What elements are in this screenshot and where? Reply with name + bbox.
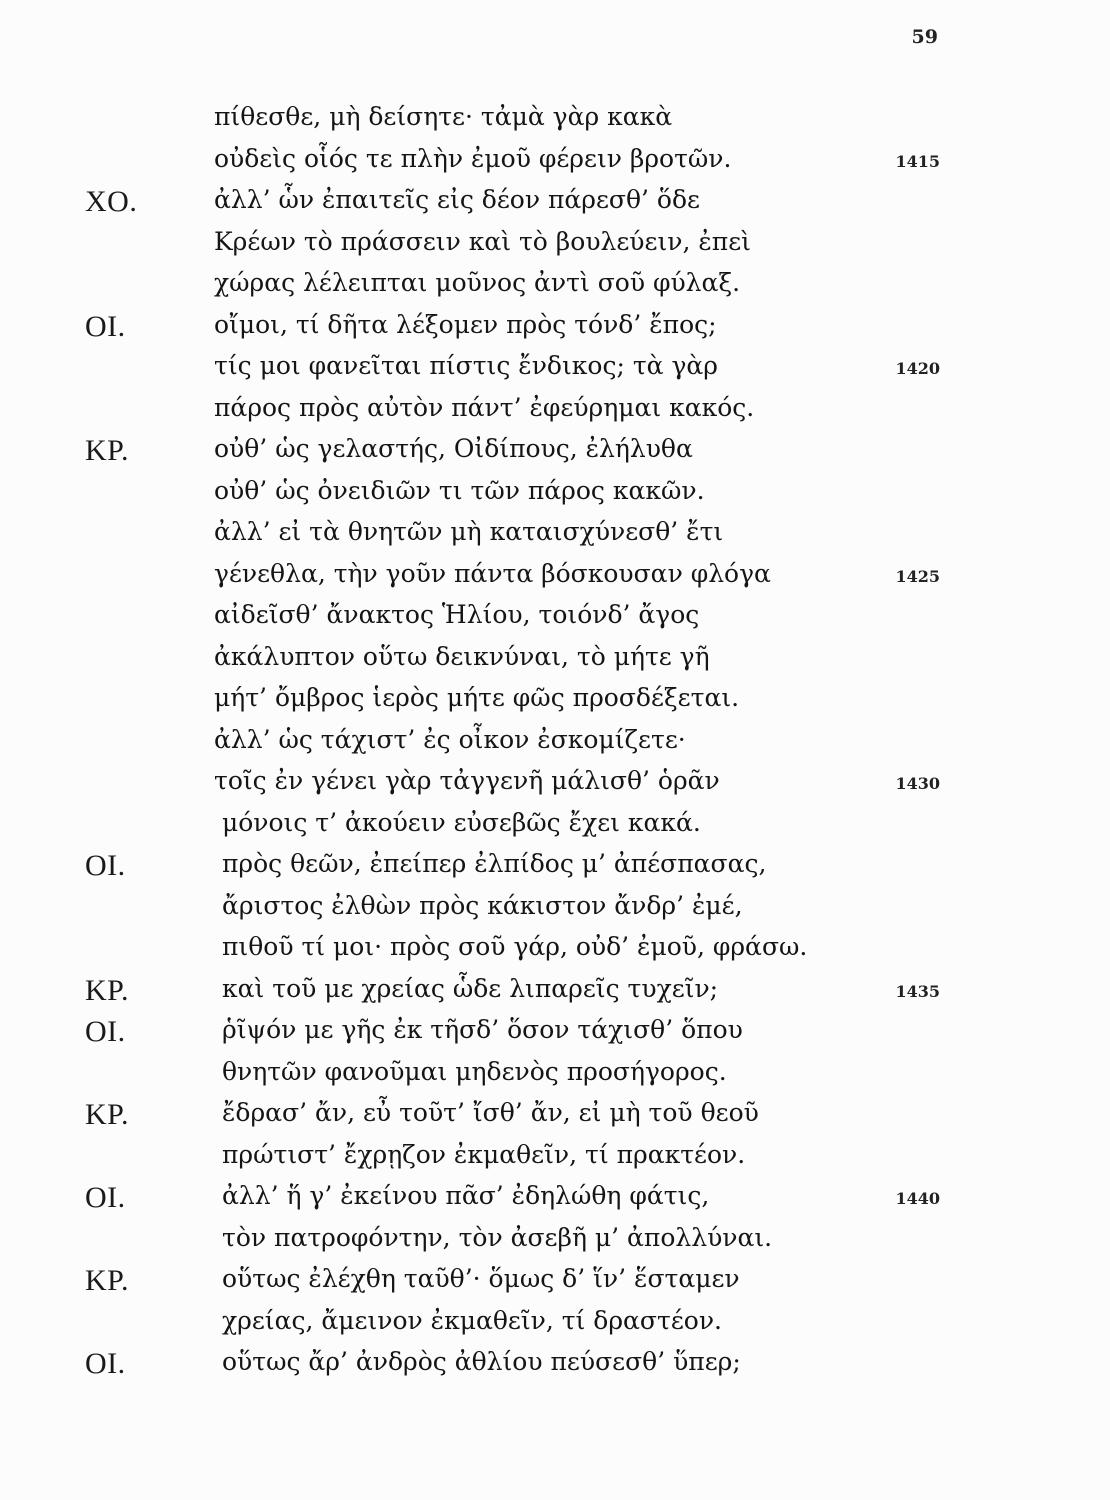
verse-text: πιθοῦ τί μοι· πρὸς σοῦ γάρ, οὐδ’ ἐμοῦ, φράσω.: [222, 932, 808, 961]
line-number: 1430: [895, 774, 940, 793]
speaker-label: ΟΙ.: [85, 1015, 126, 1048]
verse-text: μόνοις τ’ ἀκούειν εὐσεβῶς ἔχει κακά.: [222, 807, 701, 837]
verse-line: [0, 1304, 1110, 1346]
verse-line: [0, 972, 1110, 1014]
verse-line: [0, 723, 1110, 765]
verse-line: [0, 847, 1110, 889]
speaker-label: ΟΙ.: [85, 309, 126, 343]
verse-text: ἀλλ’ εἰ τὰ θνητῶν μὴ καταισχύνεσθ’ ἔτι: [214, 517, 724, 546]
verse-line: [0, 515, 1110, 557]
speaker-label: ΟΙ.: [85, 1347, 126, 1380]
speaker-label: ΚΡ.: [85, 1264, 130, 1297]
verse-text: οὐθ’ ὡς ὀνειδιῶν τι τῶν πάρος κακῶν.: [214, 475, 705, 505]
line-number: 1415: [895, 151, 940, 171]
verse-text: ἀλλ’ ἥ γ’ ἐκείνου πᾶσ’ ἐδηλώθη φάτις,: [222, 1181, 710, 1210]
verse-line: [0, 1013, 1110, 1055]
verse-line: [0, 930, 1110, 972]
verse-text: ἄριστος ἐλθὼν πρὸς κάκιστον ἄνδρ’ ἐμέ,: [222, 890, 743, 920]
verse-line: [0, 1345, 1110, 1387]
speaker-label: ΚΡ.: [85, 1098, 130, 1131]
speaker-label: ΧΟ.: [85, 185, 138, 218]
verse-text: πάρος πρὸς αὐτὸν πάντ’ ἐφεύρημαι κακός.: [214, 392, 755, 422]
verse-text: τίς μοι φανεῖται πίστις ἔνδικος; τὰ γὰρ: [214, 351, 719, 380]
verse-text: τὸν πατροφόντην, τὸν ἀσεβῆ μ’ ἀπολλύναι.: [222, 1222, 773, 1252]
verse-text: γένεθλα, τὴν γοῦν πάντα βόσκουσαν φλόγα: [214, 558, 771, 588]
verse-text: πρώτιστ’ ἔχρῃζον ἐκμαθεῖν, τί πρακτέον.: [222, 1139, 746, 1169]
verse-line: [0, 1055, 1110, 1097]
verse-text: οὐδεὶς οἷός τε πλὴν ἐμοῦ φέρειν βροτῶν.: [214, 143, 732, 173]
verse-text: ἀκάλυπτον οὕτω δεικνύναι, τὸ μήτε γῆ: [214, 641, 710, 671]
verse-line: [0, 764, 1110, 806]
speaker-label: ΟΙ.: [85, 1181, 126, 1214]
verse-line: [0, 1221, 1110, 1263]
verse-line: [0, 391, 1110, 433]
verse-text: πρὸς θεῶν, ἐπείπερ ἐλπίδος μ’ ἀπέσπασας,: [222, 849, 767, 878]
verse-text: πίθεσθε, μὴ δείσητε· τἀμὰ γὰρ κακὰ: [214, 102, 673, 131]
line-number: 1420: [895, 359, 940, 378]
verse-line: [0, 266, 1110, 308]
page-number: 59: [911, 26, 938, 48]
verse-text: τοῖς ἐν γένει γὰρ τἀγγενῆ μάλισθ’ ὁρᾶν: [214, 766, 720, 795]
verse-line: [0, 142, 1110, 184]
verse-text: ἔδρασ’ ἄν, εὖ τοῦτ’ ἴσθ’ ἄν, εἰ μὴ τοῦ θεοῦ: [222, 1098, 759, 1127]
verse-line: [0, 598, 1110, 640]
verse-line: [0, 557, 1110, 599]
verse-text: ἀλλ’ ὧν ἐπαιτεῖς εἰς δέον πάρεσθ’ ὅδε: [214, 185, 700, 214]
verse-line: [0, 100, 1110, 142]
verse-line: [0, 681, 1110, 723]
verse-line: [0, 1096, 1110, 1138]
verse-text: μήτ’ ὄμβρος ἱερὸς μήτε φῶς προσδέξεται.: [214, 683, 740, 712]
verse-text: χώρας λέλειπται μοῦνος ἀντὶ σοῦ φύλαξ.: [214, 268, 741, 297]
verse-line: [0, 432, 1110, 474]
verse-line: [0, 349, 1110, 391]
verse-line: [0, 889, 1110, 931]
verse-text: χρείας, ἄμεινον ἐκμαθεῖν, τί δραστέον.: [222, 1305, 722, 1335]
verse-text: ῥῖψόν με γῆς ἐκ τῆσδ’ ὅσον τάχισθ’ ὅπου: [222, 1015, 743, 1044]
speaker-label: ΚΡ.: [85, 973, 130, 1007]
verse-line: [0, 1262, 1110, 1304]
line-number: 1440: [895, 1189, 940, 1208]
verse-text: οἴμοι, τί δῆτα λέξομεν πρὸς τόνδ’ ἔπος;: [214, 309, 717, 339]
speaker-label: ΚΡ.: [85, 434, 130, 467]
verse-text: θνητῶν φανοῦμαι μηδενὸς προσήγορος.: [222, 1056, 727, 1086]
line-number: 1435: [895, 981, 940, 1001]
verse-line: [0, 225, 1110, 267]
verse-line: [0, 183, 1110, 225]
verse-text: Κρέων τὸ πράσσειν καὶ τὸ βουλεύειν, ἐπεὶ: [214, 226, 751, 256]
verse-line: [0, 1138, 1110, 1180]
verse-line: [0, 1179, 1110, 1221]
verse-block: [0, 100, 1110, 1387]
speaker-label: ΟΙ.: [85, 849, 126, 882]
verse-text: ἀλλ’ ὡς τάχιστ’ ἐς οἶκον ἐσκομίζετε·: [214, 724, 686, 754]
verse-line: [0, 308, 1110, 350]
verse-text: οὕτως ἐλέχθη ταῦθ’· ὅμως δ’ ἵν’ ἕσταμεν: [222, 1264, 740, 1293]
verse-line: [0, 474, 1110, 516]
verse-line: [0, 806, 1110, 848]
verse-text: οὐθ’ ὡς γελαστής, Οἰδίπους, ἐλήλυθα: [214, 434, 693, 463]
verse-text: οὕτως ἄρ’ ἀνδρὸς ἀθλίου πεύσεσθ’ ὕπερ;: [222, 1347, 741, 1376]
verse-line: [0, 640, 1110, 682]
verse-text: καὶ τοῦ με χρείας ὧδε λιπαρεῖς τυχεῖν;: [222, 973, 719, 1003]
verse-text: αἰδεῖσθ’ ἄνακτος Ἡλίου, τοιόνδ’ ἄγος: [214, 600, 700, 629]
line-number: 1425: [895, 566, 940, 586]
